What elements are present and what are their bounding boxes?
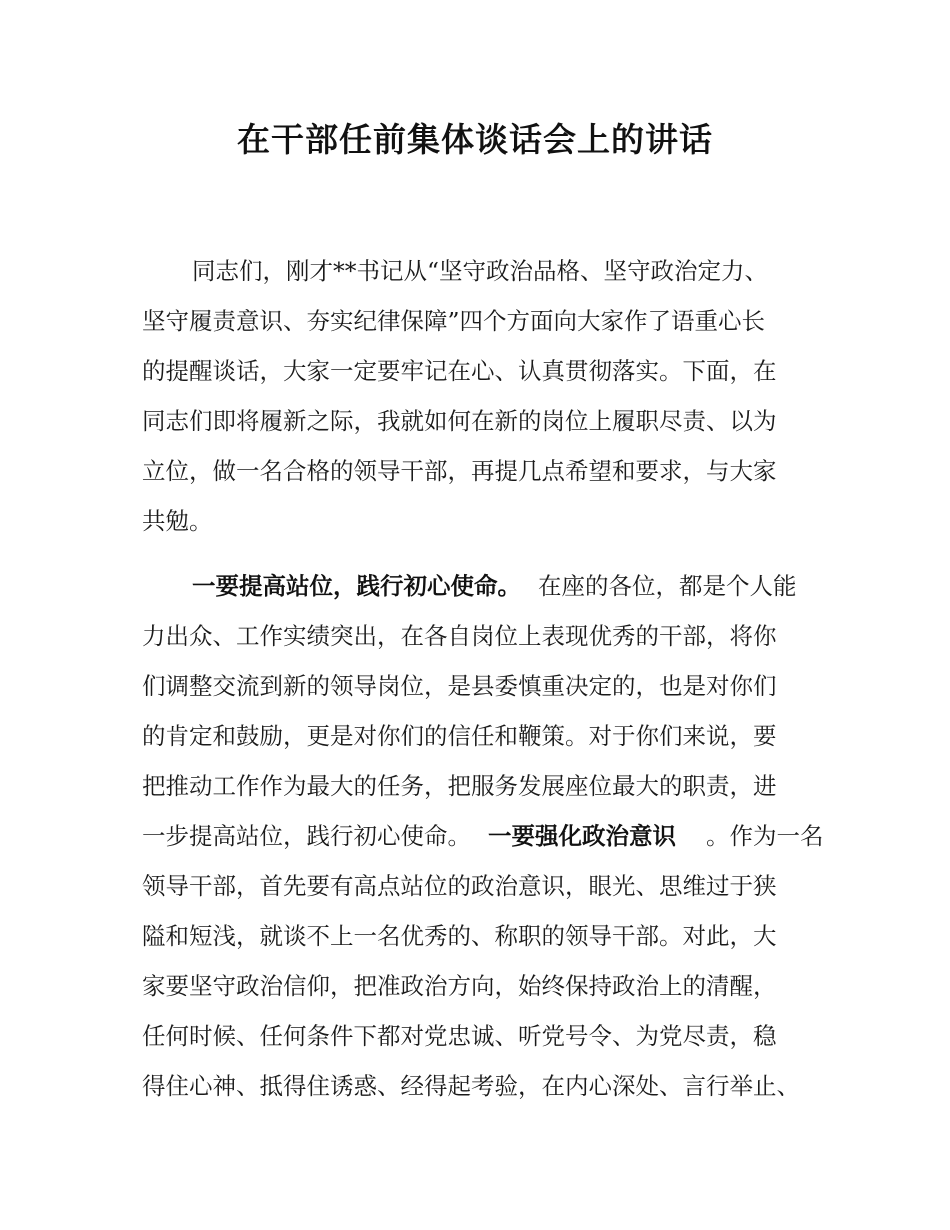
bold-heading-run: 一要强化政治意识 xyxy=(488,822,676,850)
bold-heading-run: 一要提高站位，践行初心使命。 xyxy=(192,572,521,600)
text-run: 把推动工作作为最大的任务，把服务发展座位最大的职责，进 xyxy=(142,772,777,800)
text-line xyxy=(0,564,950,608)
text-run: 。作为一名 xyxy=(706,822,824,850)
text-line xyxy=(0,914,950,958)
text-run: 力出众、工作实绩突出，在各自岗位上表现优秀的干部，将你 xyxy=(142,622,777,650)
text-run: 任何时候、任何条件下都对党忠诚、听党号令、为党尽责，稳 xyxy=(142,1022,777,1050)
text-line xyxy=(0,449,950,493)
text-run: 坚守履责意识、夯实纪律保障”四个方面向大家作了语重心长 xyxy=(142,307,766,335)
text-run: 的提醒谈话，大家一定要牢记在心、认真贯彻落实。下面，在 xyxy=(142,357,777,385)
text-line xyxy=(0,714,950,758)
text-line xyxy=(0,499,950,543)
text-run: 一步提高站位，践行初心使命。 xyxy=(142,822,471,850)
text-line xyxy=(0,864,950,908)
text-run: 同志们即将履新之际，我就如何在新的岗位上履职尽责、以为 xyxy=(142,407,777,435)
text-line xyxy=(0,299,950,343)
text-run: 在座的各位，都是个人能 xyxy=(538,572,797,600)
text-line xyxy=(0,664,950,708)
text-line xyxy=(0,964,950,1008)
text-line xyxy=(0,349,950,393)
text-run: 的肯定和鼓励，更是对你们的信任和鞭策。对于你们来说，要 xyxy=(142,722,777,750)
text-line xyxy=(0,249,950,293)
text-run: 立位，做一名合格的领导干部，再提几点希望和要求，与大家 xyxy=(142,457,777,485)
text-run: 得住心神、抵得住诱惑、经得起考验，在内心深处、言行举止、 xyxy=(142,1072,800,1100)
text-line xyxy=(0,1014,950,1058)
text-run: 隘和短浅，就谈不上一名优秀的、称职的领导干部。对此，大 xyxy=(142,922,777,950)
text-line xyxy=(0,764,950,808)
text-run: 同志们，刚才**书记从“坚守政治品格、坚守政治定力、 xyxy=(192,257,769,285)
document-title: 在干部任前集体谈话会上的讲话 xyxy=(237,120,713,159)
text-line xyxy=(0,1064,950,1108)
text-run: 领导干部，首先要有高点站位的政治意识，眼光、思维过于狭 xyxy=(142,872,777,900)
text-line xyxy=(0,814,950,858)
text-line xyxy=(0,399,950,443)
text-run: 家要坚守政治信仰，把准政治方向，始终保持政治上的清醒， xyxy=(142,972,777,1000)
text-run: 共勉。 xyxy=(142,507,213,535)
text-line xyxy=(0,614,950,658)
text-run: 们调整交流到新的领导岗位，是县委慎重决定的，也是对你们 xyxy=(142,672,777,700)
